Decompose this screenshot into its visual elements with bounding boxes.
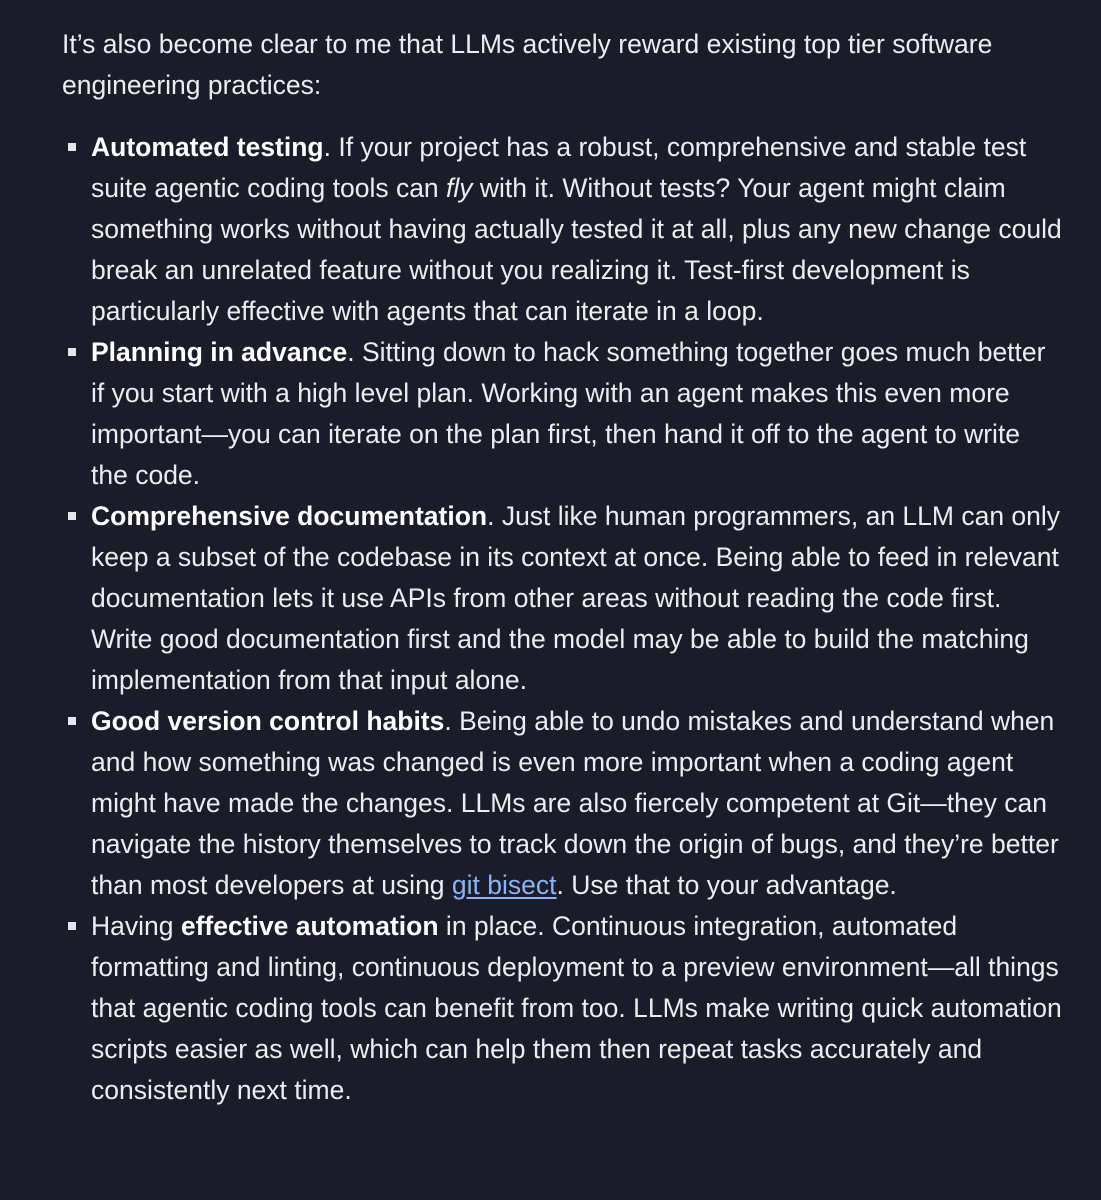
list-item-effective-automation (62, 906, 1062, 1111)
article-body (62, 24, 1062, 1111)
item-term: Comprehensive documentation (91, 501, 488, 531)
item-text: . If your project has a robust, comprehensive and stable test suite agentic coding tools can (91, 132, 1027, 203)
intro-paragraph: It’s also become clear to me that LLMs actively reward existing top tier software engineering practices: (62, 29, 993, 100)
bullet-icon (68, 512, 76, 520)
item-text: . Use that to your advantage. (556, 870, 897, 900)
bullet-icon (68, 922, 76, 930)
practices-list (62, 127, 1062, 1111)
item-text: . Being able to undo mistakes and understand when and how something was changed is even more important when a coding agent might have made the changes. LLMs are also fiercely competent at Git—they can navigate the history themselves to track down the origin of bugs, and they’re better than most developers at using (91, 706, 1059, 900)
item-prefix: Having (91, 911, 181, 941)
item-term: effective automation (180, 911, 439, 941)
git-bisect-link[interactable]: git bisect (451, 870, 557, 900)
list-item-comprehensive-documentation (62, 496, 1062, 701)
item-text: . Just like human programmers, an LLM can only keep a subset of the codebase in its context at once. Being able to feed in relevant documentation lets it use APIs from other areas without reading the code first. Write good documentation first and the model may be able to build the matching implementation from that input alone. (91, 501, 1061, 695)
item-emphasis: fly (446, 173, 473, 203)
item-text: with it. Without tests? Your agent might claim something works without having actually tested it at all, plus any new change could break an unrelated feature without you realizing it. Test-first development is particularly effective with agents that can iterate in a loop. (91, 173, 1062, 326)
list-item-automated-testing (62, 127, 1062, 332)
list-item-planning-in-advance (62, 332, 1062, 496)
item-term: Good version control habits (91, 706, 445, 736)
item-text: . Sitting down to hack something together goes much better if you start with a high level plan. Working with an agent makes this even more important—you can iterate on the plan first, then hand it off to the agent to write the code. (91, 337, 1046, 490)
item-term: Planning in advance (91, 337, 348, 367)
bullet-icon (68, 717, 76, 725)
bullet-icon (68, 348, 76, 356)
list-item-version-control (62, 701, 1062, 906)
item-text: in place. Continuous integration, automated formatting and linting, continuous deployment to a preview environment—all things that agentic coding tools can benefit from too. LLMs make writing quick automation scripts easier as well, which can help them then repeat tasks accurately and consistently next time. (91, 911, 1062, 1105)
item-term: Automated testing (91, 132, 324, 162)
bullet-icon (68, 143, 76, 151)
